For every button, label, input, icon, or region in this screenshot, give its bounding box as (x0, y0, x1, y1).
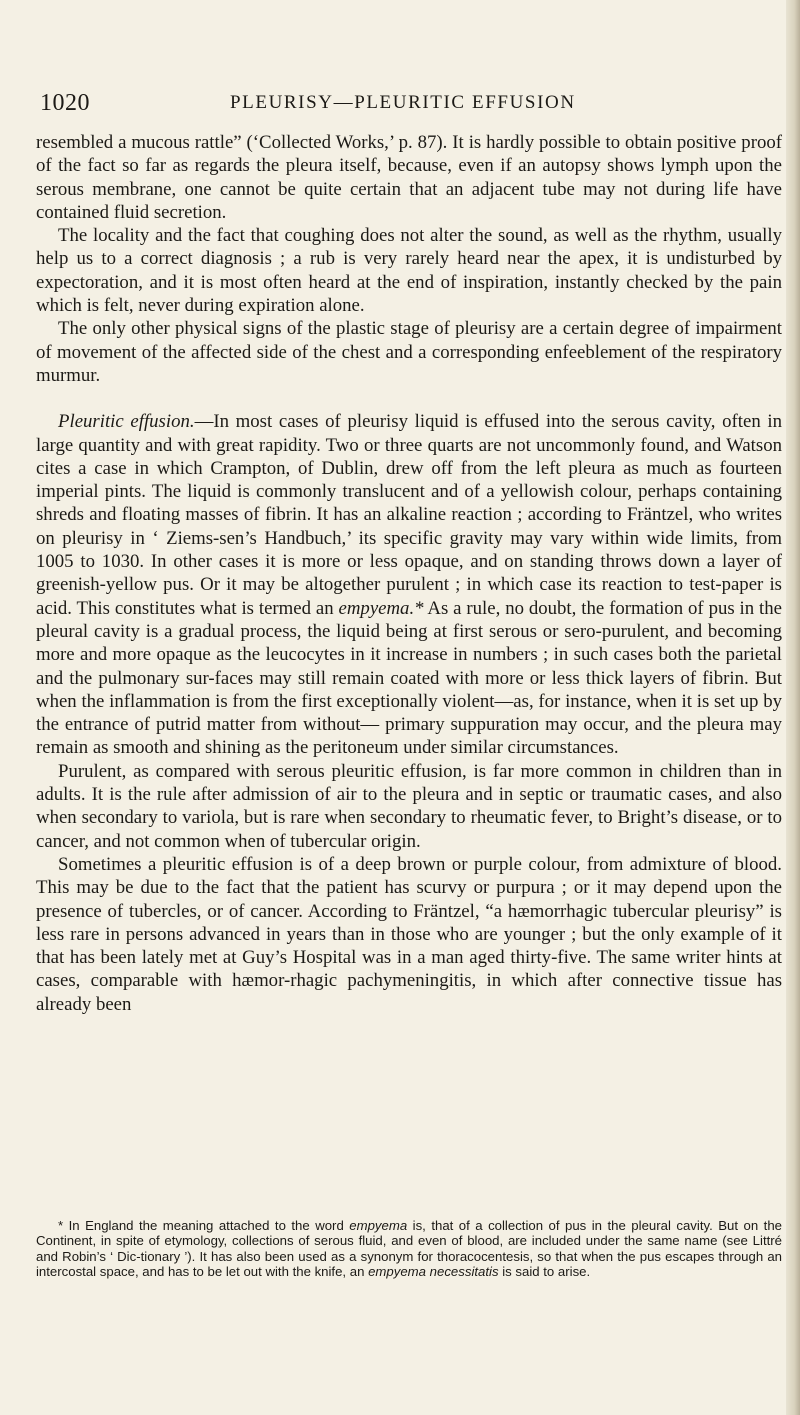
paragraph-locality: The locality and the fact that coughing does not alter the sound, as well as the rhythm, usually help us to a correct diagnosis ; a rub is very rarely heard near the apex, it is undisturbed by expectoration, and it is most often heard at the end of inspiration, instantly checked by the pain which is felt, never during expiration alone. (36, 225, 782, 317)
paragraph-haemorrhagic: Sometimes a pleuritic effusion is of a deep brown or purple colour, from admixture of blood. This may be due to the fact that the patient has scurvy or purpura ; or it may depend upon the presence of tubercles, or of cancer. According to Fräntzel, “a hæmorrhagic tubercular pleurisy” is less rare in persons advanced in years than in those who are younger ; but the only example of it that has been lately met at Guy’s Hospital was in a man aged thirty-five. The same writer hints at cases, comparable with hæmor-rhagic pachymeningitis, in which after connective tissue has already been (36, 853, 782, 1015)
page-edge-shadow (786, 0, 800, 1415)
paragraph-purulent: Purulent, as compared with serous pleuritic effusion, is far more common in children than in adults. It is the rule after admission of air to the pleura and in septic or traumatic cases, and also when secondary to variola, but is rare when secondary to rheumatic fever, to Bright’s disease, or to cancer, and not common when of tubercular origin. (36, 760, 782, 852)
body-text (36, 131, 782, 1016)
paragraph-physical-signs: The only other physical signs of the plastic stage of pleurisy are a certain degree of impairment of movement of the affected side of the chest and a corresponding enfeeblement of the respiratory murmur. (36, 318, 782, 386)
term-empyema: empyema.* (338, 597, 424, 619)
footnote-text: * In England the meaning attached to the word (58, 1218, 350, 1233)
page-number: 1020 (40, 90, 90, 116)
footnote-term: empyema necessitatis (368, 1264, 499, 1280)
paragraph-text: As a rule, no doubt, the formation of pus in the pleural cavity is a gradual process, the liquid being at first serous or sero-purulent, and becoming more and more opaque as the leucocytes in it increase in numbers ; in such cases both the parietal and the pulmonary sur-faces may still remain coated with more or less thick layers of fibrin. But when the inflammation is from the first exceptionally violent—as, for instance, when it is set up by the entrance of putrid matter from without— primary suppuration may occur, and the pleura may remain as smooth and shining as the peritoneum under similar circumstances. (36, 597, 782, 759)
paragraph-text: —In most cases of pleurisy liquid is effused into the serous cavity, often in large quantity and with great rapidity. Two or three quarts are not uncommonly found, and Watson cites a case in which Crampton, of Dublin, drew off from the left pleura as much as fourteen imperial pints. The liquid is commonly translucent and of a yellowish colour, perhaps containing shreds and floating masses of fibrin. It has an alkaline reaction ; according to Fräntzel, who writes on pleurisy in ‘ Ziems-sen’s Handbuch,’ its specific gravity may vary within wide limits, from 1005 to 1030. In other cases it is more or less opaque, and on standing throws down a layer of greenish-yellow pus. Or it may be altogether purulent ; in which case its reaction to test-paper is acid. This constitutes what is termed an (36, 411, 782, 619)
footnote-term: empyema (349, 1218, 408, 1233)
paragraph-pleuritic-effusion (36, 410, 782, 759)
section-heading: Pleuritic effusion. (58, 411, 195, 433)
running-head (40, 90, 782, 120)
running-title: PLEURISY—PLEURITIC EFFUSION (230, 92, 576, 113)
footnote-text: is said to arise. (498, 1264, 591, 1280)
paragraph-continuation: resembled a mucous rattle” (‘Collected Works,’ p. 87). It is hardly possible to obtain positive proof of the fact so far as regards the pleura itself, because, even if an autopsy shows lymph upon the serous membrane, one cannot be quite certain that an adjacent tube may not during life have contained fluid secretion. (36, 132, 782, 223)
footnote-text: is, that of a collection of pus in the pleural cavity. But on the Continent, in spite of etymology, collections of serous fluid, and even of blood, are included under the same name (see Littré and Robin’s ‘ Dic-tionary ’). It has also been used as a synonym for thoracocentesis, so that when the pus escapes through an intercostal space, and has to be let out with the knife, an (36, 1218, 782, 1280)
footnote (36, 1218, 782, 1280)
